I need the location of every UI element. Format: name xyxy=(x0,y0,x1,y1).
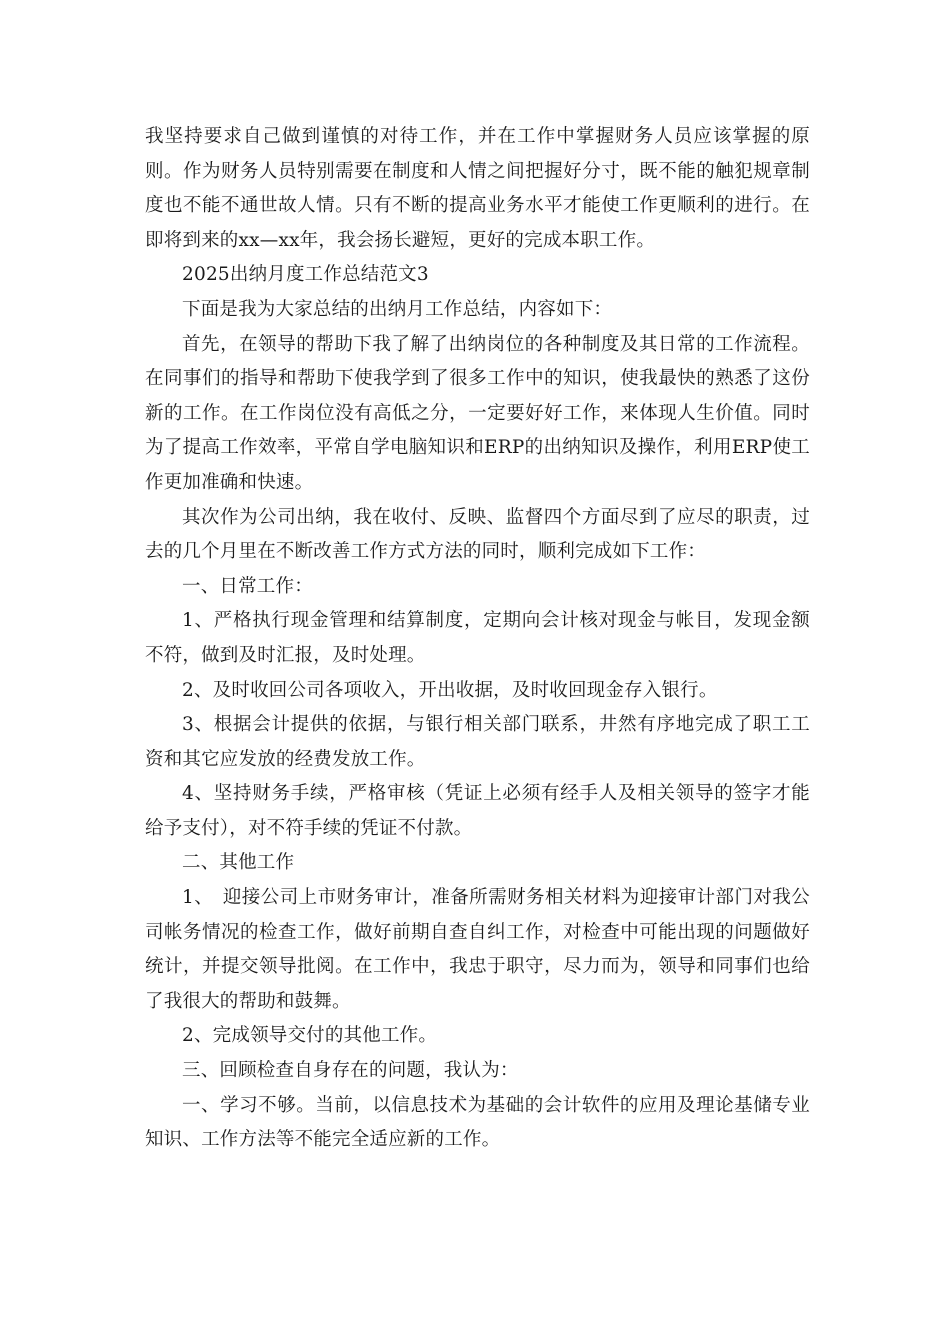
section-title: 2025出纳月度工作总结范文3 xyxy=(182,264,429,286)
list-item: 2、及时收回公司各项收入，开出收据，及时收回现金存入银行。 xyxy=(182,679,718,701)
list-item: 1、严格执行现金管理和结算制度，定期向会计核对现金与帐目，发现金额不符，做到及时汇报，及时处理。 xyxy=(145,610,810,666)
list-item: 一、学习不够。当前，以信息技术为基础的会计软件的应用及理论基储专业知识、工作方法等不能完全适应新的工作。 xyxy=(145,1094,810,1151)
paragraph: 下面是我为大家总结的出纳月工作总结，内容如下： xyxy=(182,298,613,320)
list-item: 2、完成领导交付的其他工作。 xyxy=(182,1025,438,1047)
list-heading: 一、日常工作： xyxy=(182,575,313,597)
list-item: 4、坚持财务手续，严格审核（凭证上必须有经手人及相关领导的签字才能给予支付），对不符手续的凭证不付款。 xyxy=(145,783,810,839)
list-heading: 三、回顾检查自身存在的问题，我认为： xyxy=(182,1060,519,1082)
paragraph: 首先，在领导的帮助下我了解了出纳岗位的各种制度及其日常的工作流程。在同事们的指导和帮助下使我学到了很多工作中的知识，使我最快的熟悉了这份新的工作。在工作岗位没有高低之分，一定要好好工作，来体现人生价值。同时为了提高工作效率，平常自学电脑知识和ERP的出纳知识及操作，利用ERP使工作更加准确和快速。 xyxy=(145,333,810,493)
document-body xyxy=(145,120,810,1158)
list-item: 3、根据会计提供的依据，与银行相关部门联系，井然有序地完成了职工工资和其它应发放的经费发放工作。 xyxy=(145,714,810,770)
list-item: 1、 迎接公司上市财务审计，准备所需财务相关材料为迎接审计部门对我公司帐务情况的检查工作，做好前期自查自纠工作，对检查中可能出现的问题做好统计，并提交领导批阅。在工作中，我忠于职守，尽力而为，领导和同事们也给了我很大的帮助和鼓舞。 xyxy=(145,887,810,1012)
list-heading: 二、其他工作 xyxy=(182,852,295,874)
paragraph: 我坚持要求自己做到谨慎的对待工作，并在工作中掌握财务人员应该掌握的原则。作为财务人员特别需要在制度和人情之间把握好分寸，既不能的触犯规章制度也不能不通世故人情。只有不断的提高业务水平才能使工作更顺利的进行。在即将到来的xx—xx年，我会扬长避短，更好的完成本职工作。 xyxy=(145,126,810,251)
paragraph: 其次作为公司出纳，我在收付、反映、监督四个方面尽到了应尽的职责，过去的几个月里在不断改善工作方式方法的同时，顺利完成如下工作： xyxy=(145,506,810,563)
